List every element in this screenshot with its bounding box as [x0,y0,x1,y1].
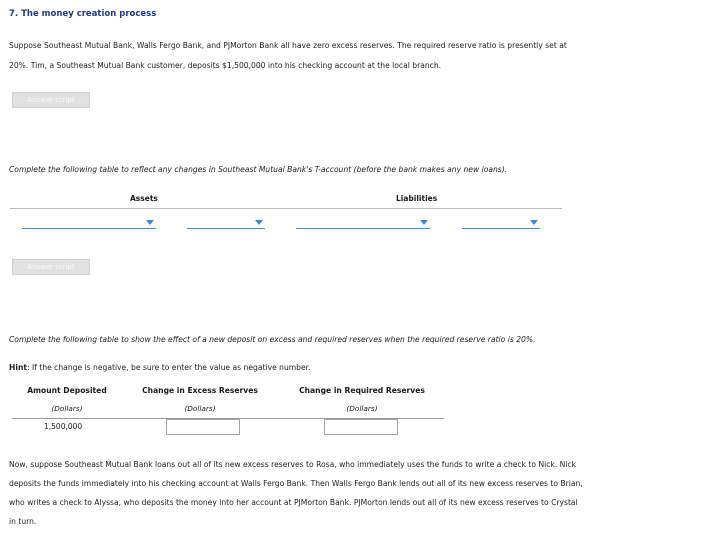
liabilities-account-dropdown[interactable] [296,217,430,229]
answer-button-1[interactable]: Answer script [12,92,90,108]
col-header-excess-reserves: Change in Excess Reserves [142,386,258,395]
answer-button-2[interactable]: Answer script [12,259,90,275]
chevron-down-icon [420,220,428,225]
col-sub-required-reserves: (Dollars) [346,404,378,413]
intro-line-2: 20%. Tim, a Southeast Mutual Bank customer, deposits $1,500,000 into his checking account at the local branch. [9,61,442,70]
followup-line-2: deposits the funds immediately into his checking account at Walls Fergo Bank. Then Walls Fergo Bank lends out all of its new excess reserves to Brian, [9,479,583,488]
followup-line-4: in turn. [9,517,37,526]
liabilities-header: Liabilities [396,194,438,203]
reserves-instruction: Complete the following table to show the effect of a new deposit on excess and required reserves when the required reserve ratio is 20%. [9,335,536,344]
taccount-instruction: Complete the following table to reflect any changes in Southeast Mutual Bank's T-account (before the bank makes any new loans). [9,165,508,174]
col-sub-amount-deposited: (Dollars) [51,404,83,413]
chevron-down-icon [530,220,538,225]
assets-header: Assets [130,194,158,203]
followup-line-3: who writes a check to Alyssa, who deposits the money into her account at PJMorton Bank. PJMorton lends out all of its new excess reserves to Crystal [9,498,578,507]
assets-account-dropdown[interactable] [22,217,156,229]
assets-amount-dropdown[interactable] [187,217,265,229]
col-sub-excess-reserves: (Dollars) [184,404,216,413]
amount-deposited-value: 1,500,000 [44,422,83,431]
col-header-required-reserves: Change in Required Reserves [299,386,425,395]
hint-body: : If the change is negative, be sure to enter the value as negative number. [27,363,311,372]
chevron-down-icon [255,220,263,225]
excess-reserves-input[interactable] [166,419,240,435]
followup-paragraph [9,455,709,531]
hint-text [9,358,709,378]
taccount-top-rule [10,208,562,209]
col-header-amount-deposited: Amount Deposited [27,386,107,395]
question-title: 7. The money creation process [9,9,157,19]
followup-line-1: Now, suppose Southeast Mutual Bank loans out all of its new excess reserves to Rosa, who immediately uses the funds to write a check to Nick. Nick [9,460,577,469]
hint-label: Hint [9,363,27,372]
liabilities-amount-dropdown[interactable] [462,217,540,229]
required-reserves-input[interactable] [324,419,398,435]
intro-line-1: Suppose Southeast Mutual Bank, Walls Fergo Bank, and PJMorton Bank all have zero excess reserves. The required reserve ratio is presently set at [9,41,567,50]
intro-paragraph [9,36,709,76]
chevron-down-icon [146,220,154,225]
